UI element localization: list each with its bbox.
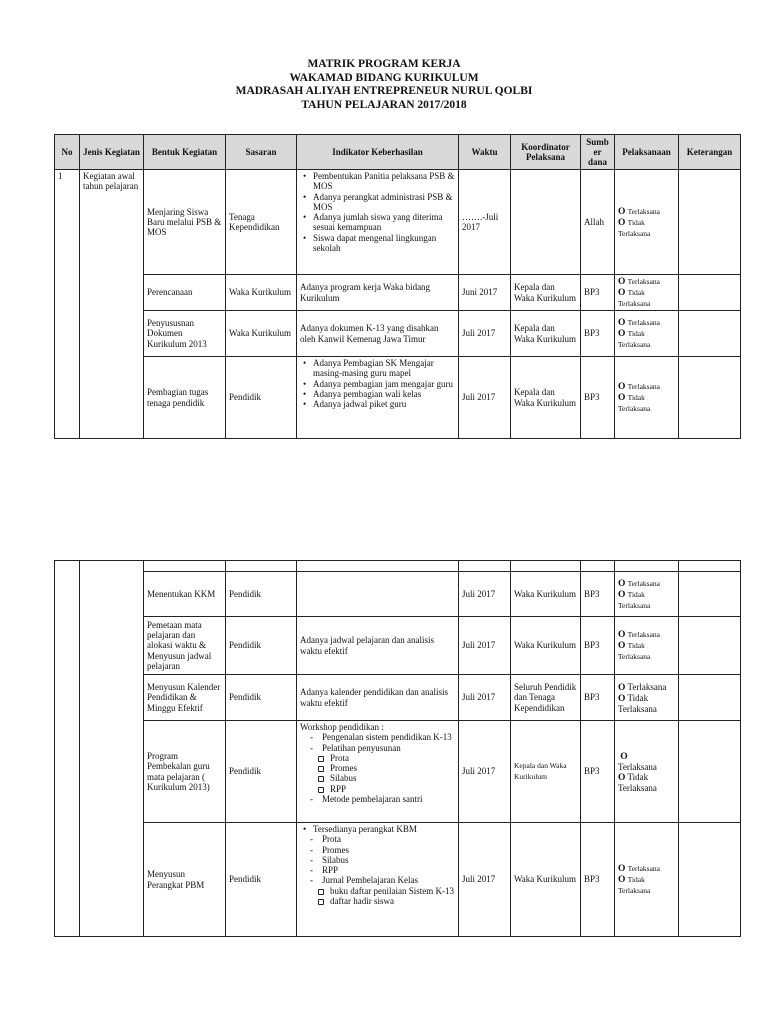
pelaksanaan: O Terlaksana O Tidak Terlaksana [615, 721, 679, 823]
bentuk-kegiatan: Program Pembekalan guru mata pelajaran ( Kurikulum 2013) [144, 721, 226, 823]
sasaran: Pendidik [226, 357, 297, 439]
sumber-dana: BP3 [581, 617, 615, 675]
waktu: Juli 2017 [459, 357, 511, 439]
koordinator: Waka Kurikulum [511, 617, 581, 675]
bentuk-kegiatan: Pemetaan mata pelajaran dan alokasi waktu & Menyusun jadwal pelajaran [144, 617, 226, 675]
list-item: - Promes [322, 845, 455, 855]
option-circle-icon: O [618, 641, 626, 651]
pelaksanaan: O Terlaksana O Tidak Terlaksana [615, 572, 679, 617]
table-row [55, 617, 741, 675]
header-jenis: Jenis Kegiatan [80, 135, 144, 170]
list-item: • Adanya pembagian jam mengajar guru [313, 379, 455, 389]
bentuk-kegiatan: Perencanaan [144, 275, 226, 311]
option-circle-icon: O [618, 288, 626, 298]
option-circle-icon: O [618, 382, 626, 392]
program-table-page-2 [54, 560, 741, 937]
table-row [55, 721, 741, 823]
header-pelaksanaan: Pelaksanaan [615, 135, 679, 170]
option-circle-icon: O [618, 318, 626, 328]
table-row [55, 823, 741, 937]
keterangan [679, 170, 741, 275]
indikator [297, 572, 459, 617]
option-circle-icon: O [618, 217, 626, 228]
indikator: Adanya dokumen K-13 yang disahkan oleh Kanwil Kemenag Jawa Timur [297, 311, 459, 357]
sasaran: Pendidik [226, 572, 297, 617]
list-item: • Adanya jumlah siswa yang diterima sesuai kemampuan [313, 212, 455, 233]
indikator-list [300, 171, 455, 253]
indikator [297, 170, 459, 275]
sumber-dana: BP3 [581, 357, 615, 439]
keterangan [679, 275, 741, 311]
option-circle-icon: O [618, 772, 626, 783]
keterangan [679, 823, 741, 937]
table-row [55, 675, 741, 721]
list-item: - RPP [322, 865, 455, 875]
pelaksanaan: O Terlaksana O Tidak Terlaksana [615, 675, 679, 721]
title-line-3: MADRASAH ALIYAH ENTREPRENEUR NURUL QOLBI [235, 85, 533, 97]
header-keterangan: Keterangan [679, 135, 741, 170]
sumber-dana: BP3 [581, 823, 615, 937]
indikator: Adanya jadwal pelajaran dan analisis waktu efektif [297, 617, 459, 675]
option-circle-icon: O [618, 206, 626, 217]
keterangan [679, 311, 741, 357]
option-circle-icon: O [618, 589, 626, 600]
pelaksanaan: O Terlaksana O Tidak Terlaksana [615, 617, 679, 675]
list-item: Silabus [330, 773, 455, 783]
bentuk-kegiatan: Pembagian tugas tenaga pendidik [144, 357, 226, 439]
list-item: buku daftar penilaian Sistem K-13 [330, 885, 454, 896]
waktu: Juli 2017 [459, 823, 511, 937]
list-item: • Siswa dapat mengenal lingkungan sekolah [313, 233, 455, 254]
list-item: - Pengenalan sistem pendidikan K-13 [322, 732, 455, 742]
waktu: …….-Juli 2017 [459, 170, 511, 275]
indikator-list [300, 358, 455, 409]
list-item: • Adanya perangkat administrasi PSB & MOS [313, 192, 455, 213]
koordinator: Waka Kurikulum [511, 572, 581, 617]
sasaran: Pendidik [226, 721, 297, 823]
sasaran: Waka Kurikulum [226, 311, 297, 357]
bentuk-kegiatan: Menjaring Siswa Baru melalui PSB & MOS [144, 170, 226, 275]
indikator [297, 823, 459, 937]
header-koordinator: Koordinator Pelaksana [511, 135, 581, 170]
koordinator: Seluruh Pendidik dan Tenaga Kependidikan [511, 675, 581, 721]
waktu: Juli 2017 [459, 572, 511, 617]
waktu: Juni 2017 [459, 275, 511, 311]
header-sasaran: Sasaran [226, 135, 297, 170]
table-row [55, 311, 741, 357]
header-row [55, 135, 741, 170]
option-circle-icon: O [618, 630, 626, 640]
list-item: Prota [330, 753, 455, 763]
sumber-dana: Allah [581, 170, 615, 275]
sasaran: Pendidik [226, 823, 297, 937]
option-circle-icon: O [618, 277, 626, 287]
list-item: Promes [330, 763, 455, 773]
koordinator: Kepala dan Waka Kurikulum [511, 721, 581, 823]
pelaksanaan: O Terlaksana O Tidak Terlaksana [615, 170, 679, 275]
option-circle-icon: O [618, 329, 626, 339]
list-item: daftar hadir siswa [330, 896, 455, 906]
continuation-header-row [55, 561, 741, 572]
workshop-heading: Workshop pendidikan : [300, 722, 384, 732]
table-row [55, 170, 741, 275]
list-item: • Adanya Pembagian SK Mengajar masing-masing guru mapel [313, 358, 455, 379]
koordinator: Waka Kurikulum [511, 823, 581, 937]
keterangan [679, 572, 741, 617]
header-bentuk: Bentuk Kegiatan [144, 135, 226, 170]
pelaksanaan: O Terlaksana O Tidak Terlaksana [615, 311, 679, 357]
jenis-kegiatan [80, 561, 144, 937]
title-line-2: WAKAMAD BIDANG KURIKULUM [289, 71, 479, 84]
header-no: No [55, 135, 80, 170]
sasaran: Pendidik [226, 617, 297, 675]
indikator: Adanya kalender pendidikan dan analisis waktu efektif [297, 675, 459, 721]
option-circle-icon: O [618, 864, 626, 874]
table-row [55, 275, 741, 311]
sasaran: Pendidik [226, 675, 297, 721]
list-item: • Pembentukan Panitia pelaksana PSB & MOS [313, 171, 455, 192]
list-item: - Prota [322, 834, 455, 844]
header-waktu: Waktu [459, 135, 511, 170]
option-circle-icon: O [618, 682, 626, 693]
sumber-dana: BP3 [581, 721, 615, 823]
sumber-dana: BP3 [581, 572, 615, 617]
list-item: - Metode pembelajaran santri [322, 794, 455, 804]
list-item: - Silabus [322, 855, 455, 865]
waktu: Juli 2017 [459, 721, 511, 823]
keterangan [679, 617, 741, 675]
pelaksanaan: O Terlaksana O Tidak Terlaksana [615, 823, 679, 937]
option-circle-icon: O [618, 875, 626, 885]
bentuk-kegiatan: Menentukan KKM [144, 572, 226, 617]
keterangan [679, 357, 741, 439]
bentuk-kegiatan: Menyusun Perangkat PBM [144, 823, 226, 937]
list-item: - Jurnal Pembelajaran Kelas [322, 875, 455, 885]
jenis-kegiatan: Kegiatan awal tahun pelajaran [80, 170, 144, 439]
title-line-4: TAHUN PELAJARAN 2017/2018 [301, 98, 467, 111]
pelaksanaan: O Terlaksana O Tidak Terlaksana [615, 357, 679, 439]
koordinator [511, 170, 581, 275]
option-circle-icon: O [620, 751, 628, 762]
option-circle-icon: O [618, 693, 626, 704]
keterangan [679, 675, 741, 721]
document-title [0, 58, 768, 112]
list-item: • Adanya pembagian wali kelas [313, 389, 455, 399]
sumber-dana: BP3 [581, 311, 615, 357]
waktu: Juli 2017 [459, 675, 511, 721]
list-item: RPP [330, 784, 455, 794]
sasaran: Waka Kurikulum [226, 275, 297, 311]
option-circle-icon: O [618, 578, 626, 589]
table-row [55, 357, 741, 439]
indikator [297, 357, 459, 439]
koordinator: Kepala dan Waka Kurikulum [511, 311, 581, 357]
koordinator: Kepala dan Waka Kurikulum [511, 357, 581, 439]
sumber-dana: BP3 [581, 675, 615, 721]
header-indikator: Indikator Keberhasilan [297, 135, 459, 170]
list-item: • Tersedianya perangkat KBM [313, 824, 455, 834]
pelaksanaan: O Terlaksana O Tidak Terlaksana [615, 275, 679, 311]
title-line-1: MATRIK PROGRAM KERJA [307, 58, 461, 70]
table-row [55, 572, 741, 617]
sumber-dana: BP3 [581, 275, 615, 311]
indikator [297, 721, 459, 823]
indikator: Adanya program kerja Waka bidang Kurikulum [297, 275, 459, 311]
keterangan [679, 721, 741, 823]
koordinator: Kepala dan Waka Kurikulum [511, 275, 581, 311]
bentuk-kegiatan: Penyususnan Dokumen Kurikulum 2013 [144, 311, 226, 357]
list-item: - Pelatihan penyusunan [322, 743, 455, 753]
option-circle-icon: O [618, 393, 626, 403]
sasaran: Tenaga Kependidikan [226, 170, 297, 275]
row-number [55, 561, 80, 937]
bentuk-kegiatan: Menyusun Kalender Pendidikan & Minggu Efektif [144, 675, 226, 721]
header-sumber: Sumb er dana [581, 135, 615, 170]
program-table-page-1 [54, 134, 741, 439]
waktu: Juli 2017 [459, 617, 511, 675]
row-number: 1 [55, 170, 80, 439]
waktu: Juli 2017 [459, 311, 511, 357]
list-item: • Adanya jadwal piket guru [313, 399, 455, 409]
